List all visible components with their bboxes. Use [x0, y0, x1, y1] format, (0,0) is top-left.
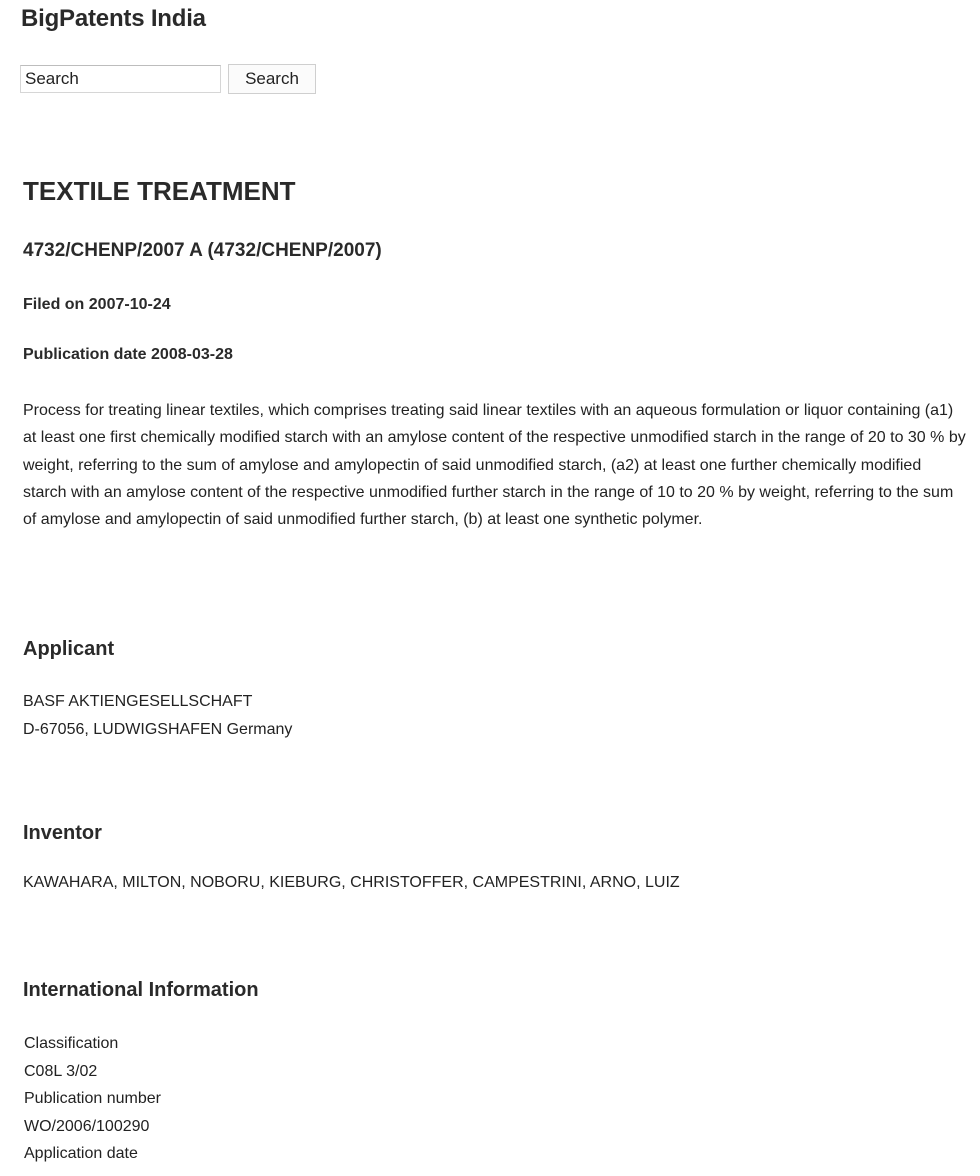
- classification-label: Classification: [24, 1035, 119, 1052]
- applicant-name: BASF AKTIENGESELLSCHAFT: [23, 693, 253, 710]
- site-title[interactable]: BigPatents India: [21, 5, 206, 32]
- international-info-heading: International Information: [23, 979, 259, 1001]
- publication-number-label: Publication number: [24, 1090, 161, 1107]
- search-button[interactable]: Search: [228, 64, 316, 94]
- international-info-details: [24, 1030, 161, 1168]
- search-form: [20, 64, 316, 94]
- patent-number: 4732/CHENP/2007 A (4732/CHENP/2007): [23, 240, 382, 261]
- search-input[interactable]: [20, 65, 221, 93]
- publication-date: Publication date 2008-03-28: [23, 346, 233, 363]
- patent-title: TEXTILE TREATMENT: [23, 176, 296, 206]
- applicant-details: [23, 688, 292, 744]
- publication-number-value: WO/2006/100290: [24, 1117, 150, 1135]
- application-date-label: Application date: [24, 1145, 138, 1162]
- inventor-names: KAWAHARA, MILTON, NOBORU, KIEBURG, CHRISTOFFER, CAMPESTRINI, ARNO, LUIZ: [23, 874, 680, 891]
- inventor-heading: Inventor: [23, 822, 102, 844]
- patent-abstract: Process for treating linear textiles, which comprises treating said linear textiles with an aqueous formulation or liquor containing (a1) at least one first chemically modified starch with an amylose content of the respective unmodified starch in the range of 20 to 30 % by weight, referring to the sum of amylose and amylopectin of said unmodified starch, (a2) at least one further chemically modified starch with an amylose content of the respective unmodified further starch in the range of 10 to 20 % by weight, referring to the sum of amylose and amylopectin of said unmodified further starch, (b) at least one synthetic polymer.: [23, 402, 966, 529]
- classification-value: C08L 3/02: [24, 1062, 98, 1080]
- filed-date: Filed on 2007-10-24: [23, 296, 171, 313]
- applicant-address: D-67056, LUDWIGSHAFEN Germany: [23, 721, 293, 738]
- applicant-heading: Applicant: [23, 638, 115, 660]
